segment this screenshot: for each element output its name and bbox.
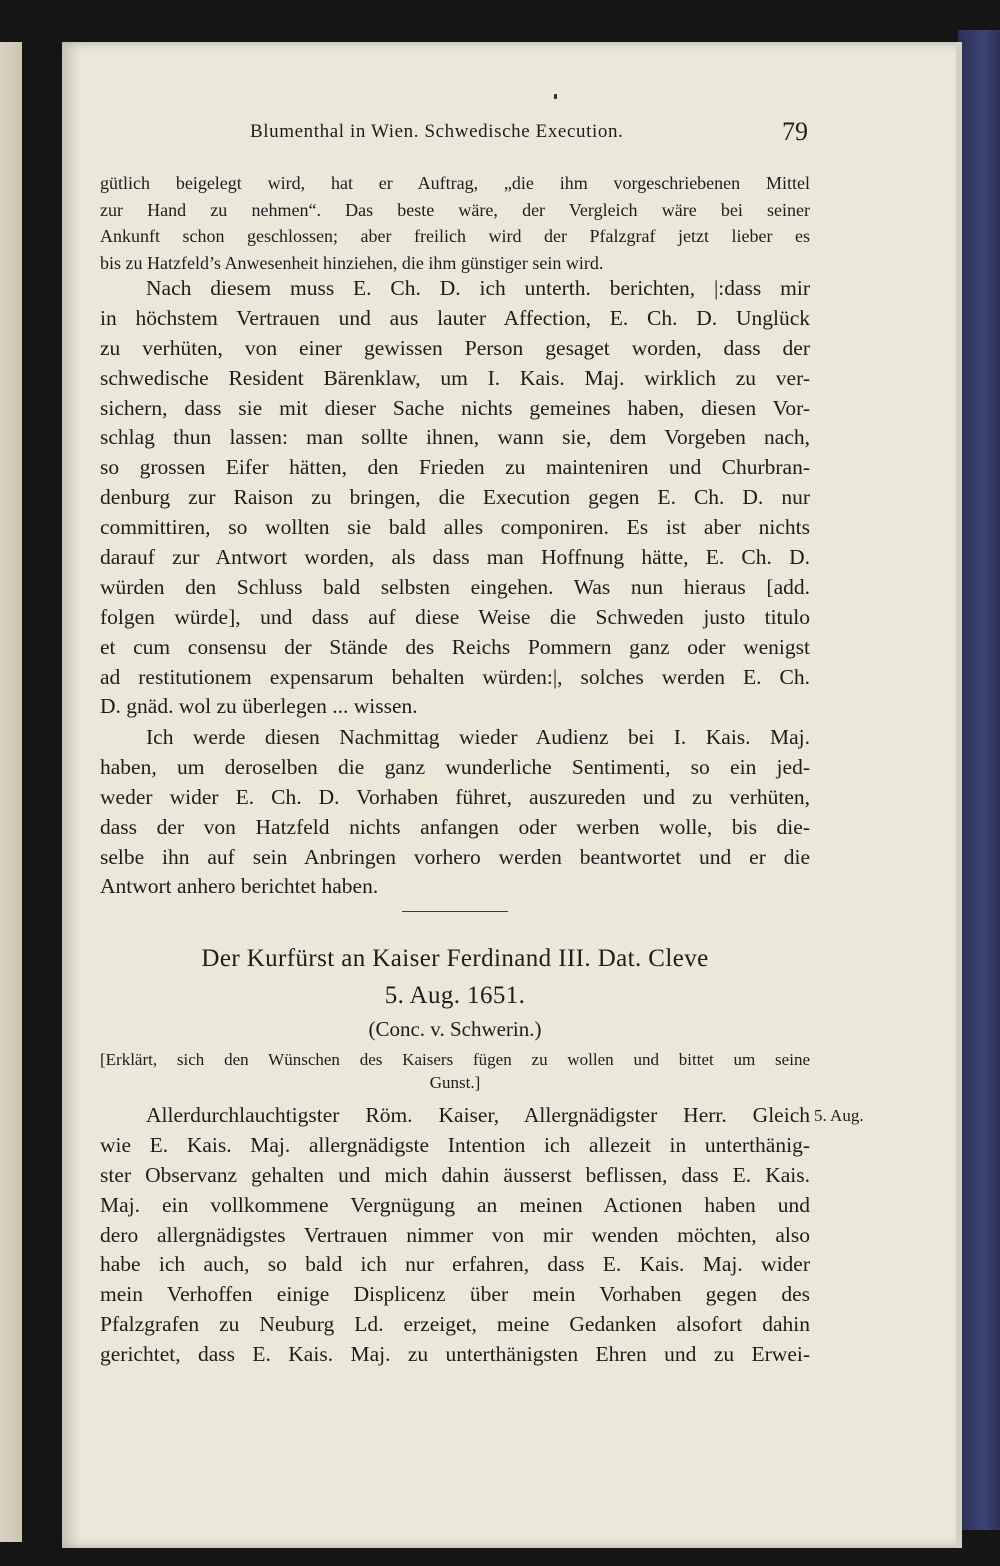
text-line: schlag thun lassen: man sollte ihnen, wann sie, dem Vorgeben nach, — [100, 425, 810, 450]
text-line: gütlich beigelegt wird, hat er Auftrag, „die ihm vorgeschriebenen Mittel — [100, 173, 810, 193]
text-line: dass der von Hatzfeld nichts anfangen oder werben wolle, bis die- — [100, 814, 810, 839]
document-heading-line-2: 5. Aug. 1651. — [384, 982, 526, 1009]
paragraph-2 — [100, 723, 810, 902]
text-line: denburg zur Raison zu bringen, die Execution gegen E. Ch. D. nur — [100, 485, 810, 510]
summary-line: [Erklärt, sich den Wünschen des Kaisers fügen zu wollen und bittet um seine — [100, 1050, 810, 1069]
text-line: Pfalzgrafen zu Neuburg Ld. erzeiget, meine Gedanken alsofort dahin — [100, 1312, 810, 1337]
text-line: weder wider E. Ch. D. Vorhaben führet, auszureden und zu verhüten, — [100, 784, 810, 809]
text-line: zur Hand zu nehmen“. Das beste wäre, der Vergleich wäre bei seiner — [100, 199, 810, 220]
text-line: Ich werde diesen Nachmittag wieder Audienz bei I. Kais. Maj. — [146, 725, 810, 749]
book-page — [62, 42, 962, 1548]
text-line: folgen würde], und dass auf diese Weise die Schweden justo titulo — [100, 604, 810, 629]
running-title: Blumenthal in Wien. Schwedische Execution. — [250, 121, 624, 142]
document-summary — [100, 1048, 810, 1094]
text-line: mein Verhoffen einige Displicenz über mein Vorhaben gegen des — [100, 1282, 810, 1307]
document-source-note: (Conc. v. Schwerin.) — [368, 1017, 542, 1041]
text-line: Antwort anhero berichtet haben. — [100, 874, 379, 899]
text-line: haben, um deroselben die ganz wunderliche Sentimenti, so ein jed- — [100, 754, 810, 779]
small-paragraph — [100, 170, 810, 276]
text-line: committiren, so wollten sie bald alles componiren. Es ist aber nichts — [100, 515, 810, 540]
text-line: ad restitutionem expensarum behalten würden:|, solches werden E. Ch. — [100, 664, 810, 689]
text-line: ster Observanz gehalten und mich dahin äusserst beflissen, dass E. Kais. — [100, 1162, 810, 1187]
text-line: Ankunft schon geschlossen; aber freilich wird der Pfalzgraf jetzt lieber es — [100, 226, 810, 246]
section-divider — [402, 911, 508, 912]
left-page-edge — [0, 42, 22, 1542]
book-binding — [958, 30, 1000, 1530]
paragraph-1 — [100, 274, 810, 722]
text-line: würden den Schluss bald selbsten eingehen. Was nun hieraus [add. — [100, 574, 810, 599]
text-line: wie E. Kais. Maj. allergnädigste Intention ich allezeit in unterthänig- — [100, 1132, 810, 1157]
text-line: Nach diesem muss E. Ch. D. ich unterth. berichten, |:dass mir — [146, 276, 810, 300]
text-line: schwedische Resident Bärenklaw, um I. Kais. Maj. wirklich zu ver- — [100, 365, 810, 390]
text-line: Maj. ein vollkommene Vergnügung an meinen Actionen haben und — [100, 1192, 810, 1217]
text-line: selbe ihn auf sein Anbringen vorhero werden beantwortet und er die — [100, 844, 810, 869]
text-line: bis zu Hatzfeld’s Anwesenheit hinziehen, die ihm günstiger sein wird. — [100, 252, 604, 273]
document-heading-line-1: Der Kurfürst an Kaiser Ferdinand III. Dat. Cleve — [201, 945, 709, 972]
text-line: et cum consensu der Stände des Reichs Pommern ganz oder wenigst — [100, 634, 810, 659]
margin-date-note: 5. Aug. — [814, 1106, 864, 1125]
text-line: zu verhüten, von einer gewissen Person gesaget worden, dass der — [100, 335, 810, 360]
text-line: so grossen Eifer hätten, den Frieden zu mainteniren und Churbran- — [100, 455, 810, 480]
text-line: habe ich auch, so bald ich nur erfahren, dass E. Kais. Maj. wider — [100, 1252, 810, 1277]
text-line: dero allergnädigstes Vertrauen nimmer von mir wenden möchten, also — [100, 1222, 810, 1247]
text-line: Allerdurchlauchtigster Röm. Kaiser, Allergnädigster Herr. Gleich — [146, 1103, 810, 1127]
paragraph-3 — [100, 1101, 810, 1370]
ink-speck — [554, 94, 557, 99]
summary-line: Gunst.] — [429, 1073, 481, 1092]
page-number: 79 — [782, 117, 808, 146]
text-line: D. gnäd. wol zu überlegen ... wissen. — [100, 694, 418, 719]
text-line: in höchstem Vertrauen und aus lauter Affection, E. Ch. D. Unglück — [100, 305, 810, 330]
text-line: sichern, dass sie mit dieser Sache nichts gemeines haben, diesen Vor- — [100, 395, 810, 420]
running-head — [62, 119, 962, 149]
text-line: gerichtet, dass E. Kais. Maj. zu unterthänigsten Ehren und zu Erwei- — [100, 1342, 810, 1367]
text-line: darauf zur Antwort worden, als dass man Hoffnung hätte, E. Ch. D. — [100, 545, 810, 570]
page-edge — [956, 42, 962, 1548]
